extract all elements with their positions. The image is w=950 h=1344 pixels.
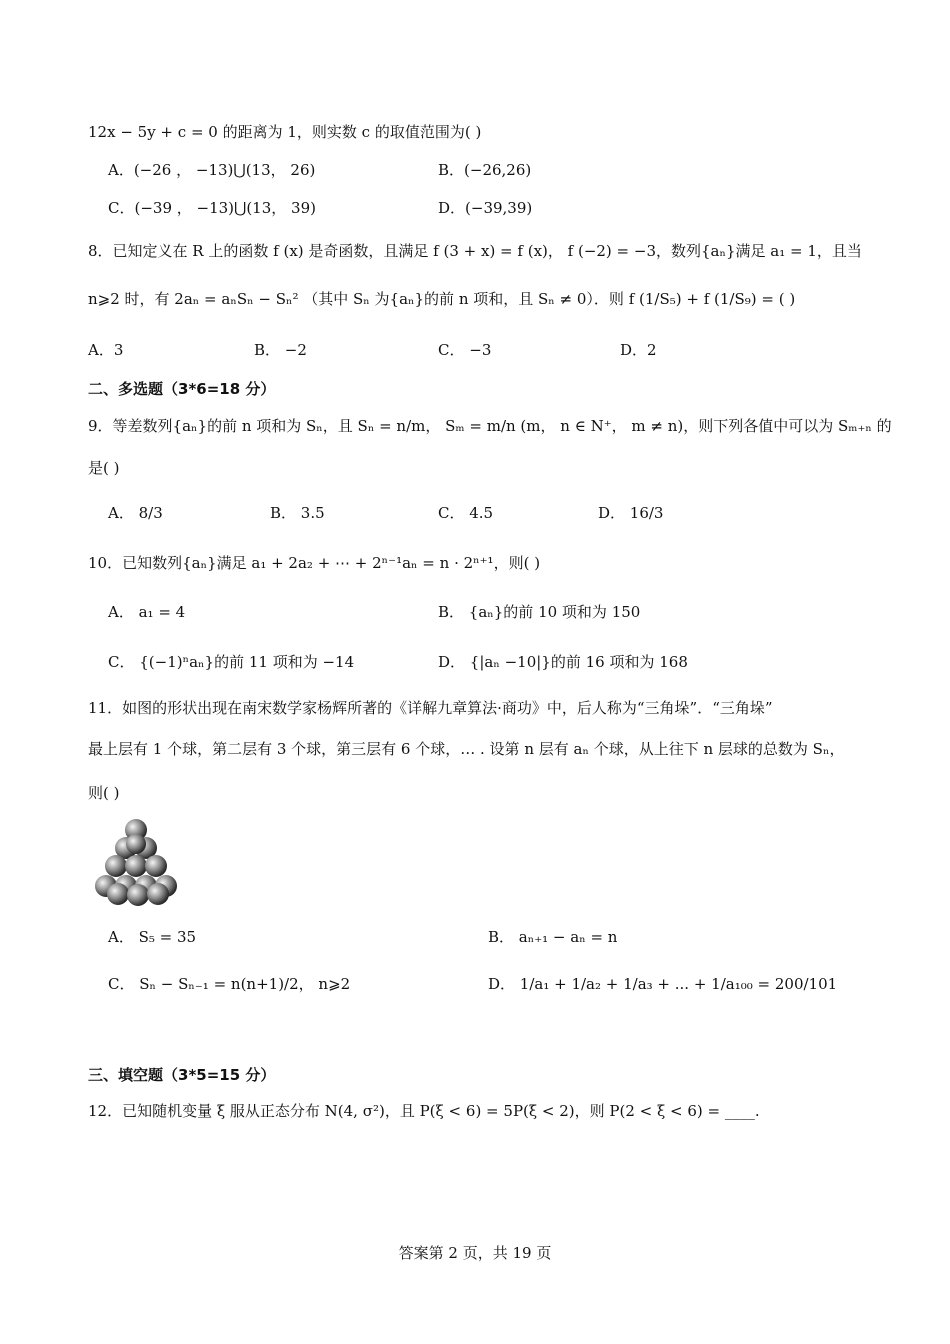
q8-option-c: C． −3 [438, 341, 492, 359]
q7-stem: 12x − 5y + c = 0 的距离为 1，则实数 c 的取值范围为( ) [88, 123, 482, 141]
triangular-pile-image [88, 818, 184, 908]
q7-option-a: A．(−26 ， −13)⋃(13， 26) [108, 161, 316, 179]
q9-option-c: C． 4.5 [438, 504, 494, 522]
q9-option-d: D． 16/3 [598, 504, 664, 522]
q7-option-b: B．(−26,26) [438, 161, 532, 179]
q11-option-b: B． aₙ₊₁ − aₙ = n [488, 928, 618, 946]
q9-option-b: B． 3.5 [270, 504, 325, 522]
q11-option-d: D． 1/a₁ + 1/a₂ + 1/a₃ + ... + 1/a₁₀₀ = 200/101 [488, 975, 838, 993]
q10-option-b: B． {aₙ}的前 10 项和为 150 [438, 603, 641, 621]
q10-option-c: C． {(−1)ⁿaₙ}的前 11 项和为 −14 [108, 653, 355, 671]
page-footer: 答案第 2 页，共 19 页 [398, 1244, 552, 1262]
q11-option-a: A． S₅ = 35 [108, 928, 197, 946]
q8-option-b: B． −2 [254, 341, 307, 359]
q9-option-a: A． 8/3 [108, 504, 163, 522]
q8-line1: 8．已知定义在 R 上的函数 f (x) 是奇函数，且满足 f (3 + x) = f (x)， f (−2) = −3，数列{aₙ}满足 a₁ = 1，且当 [88, 242, 862, 260]
q8-option-d: D．2 [620, 341, 657, 359]
section-multiple-choice-heading: 二、多选题（3*6=18 分） [88, 380, 276, 398]
q10-option-a: A． a₁ = 4 [108, 603, 186, 621]
q9-line2: 是( ) [88, 459, 120, 477]
q11-line1: 11．如图的形状出现在南宋数学家杨辉所著的《详解九章算法·商功》中，后人称为“三角垛”．“三角垛” [88, 699, 773, 717]
q10-stem: 10．已知数列{aₙ}满足 a₁ + 2a₂ + ⋯ + 2ⁿ⁻¹aₙ = n · 2ⁿ⁺¹，则( ) [88, 554, 541, 572]
q8-option-a: A．3 [88, 341, 124, 359]
q12-stem: 12．已知随机变量 ξ 服从正态分布 N(4, σ²)，且 P(ξ < 6) = 5P(ξ < 2)，则 P(2 < ξ < 6) = ____. [88, 1102, 760, 1120]
section-fill-in-heading: 三、填空题（3*5=15 分） [88, 1066, 276, 1084]
q7-option-d: D．(−39,39) [438, 199, 533, 217]
q11-line3: 则( ) [88, 784, 120, 802]
q10-option-d: D． {|aₙ −10|}的前 16 项和为 168 [438, 653, 688, 671]
q11-option-c: C． Sₙ − Sₙ₋₁ = n(n+1)/2， n⩾2 [108, 975, 351, 993]
q11-line2: 最上层有 1 个球，第二层有 3 个球，第三层有 6 个球，… . 设第 n 层有 aₙ 个球，从上往下 n 层球的总数为 Sₙ， [88, 740, 845, 758]
q7-option-c: C．(−39 ， −13)⋃(13， 39) [108, 199, 316, 217]
q9-line1: 9．等差数列{aₙ}的前 n 项和为 Sₙ，且 Sₙ = n/m， Sₘ = m/n (m， n ∈ N⁺， m ≠ n)，则下列各值中可以为 Sₘ₊ₙ 的 [88, 417, 892, 435]
q8-line2: n⩾2 时，有 2aₙ = aₙSₙ − Sₙ² （其中 Sₙ 为{aₙ}的前 n 项和，且 Sₙ ≠ 0）．则 f (1/S₅) + f (1/S₉) = ( ) [88, 290, 796, 308]
